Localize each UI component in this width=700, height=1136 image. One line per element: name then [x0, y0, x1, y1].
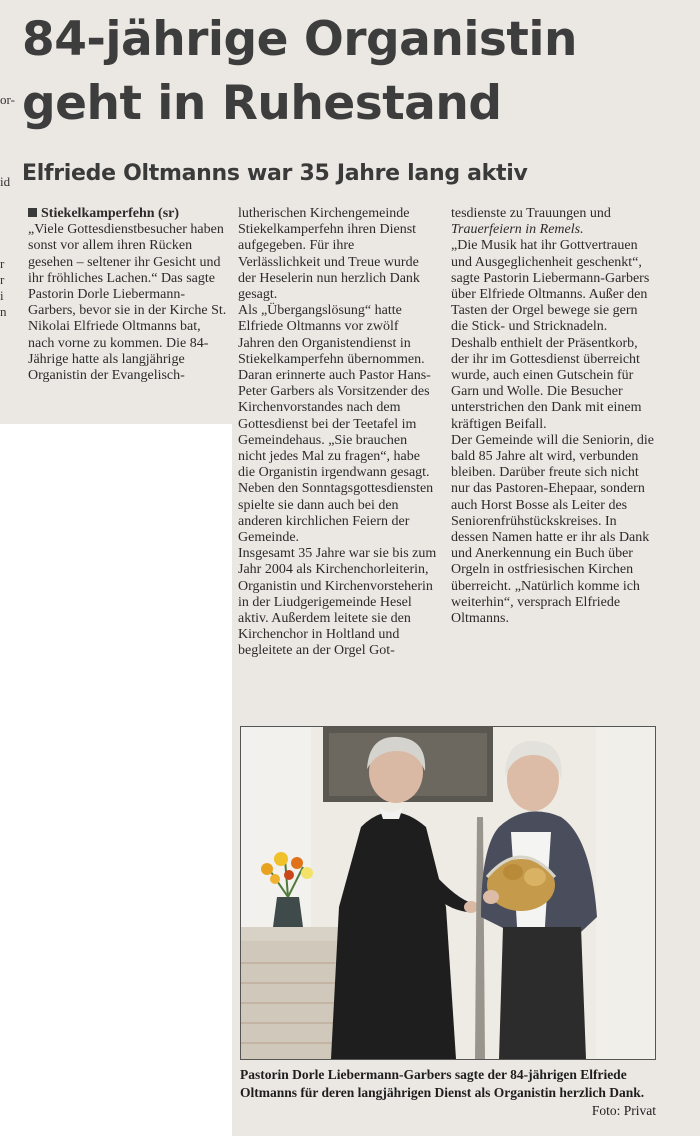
italic-phrase: Trauerfeiern in Remels. — [451, 222, 584, 238]
paragraph-intro: tesdienste zu Trauungen und — [451, 206, 611, 221]
square-bullet-icon — [28, 208, 37, 217]
paragraph: lutherischen Kirchengemeinde Stiekelkamperfehn ihren Dienst aufgegeben. Für ihre Verlässlichkeit und Treue wurde der Heselerin nun herzlich Dank gesagt. — [238, 206, 420, 303]
article-column-3 — [451, 206, 656, 627]
article-column-2 — [238, 206, 438, 660]
adjacent-article-fragment: or- — [0, 92, 15, 107]
paragraph: „Viele Gottesdienstbesucher haben sonst vor allem ihren Rücken gesehen – seltener ihr Gesicht und ihr fröhliches Lachen.“ Das sagte Pastorin Dorle Liebermann-Garbers, bevor sie in der Kirche St. Nikolai Elfriede Oltmanns bat, nach vorne zu kommen. Die 84-Jährige hatte als langjährige Organistin der Evangelisch- — [28, 222, 227, 384]
paragraph — [451, 206, 656, 238]
article-column-1 — [28, 206, 228, 384]
paragraph: Der Gemeinde will die Seniorin, die bald 85 Jahre alt wird, verbunden bleiben. Darüber freute sich nicht nur das Pastoren-Ehepaar, sondern auch Horst Bosse als Leiter des Seniorenfrühstückskreises. In dessen Namen hatte er ihr als Dank und Anerkennung ein Buch über Orgeln in ostfriesischen Kirchen überreicht. „Natürlich komme ich weiterhin“, versprach Elfriede Oltmanns. — [451, 432, 654, 627]
dateline — [28, 206, 228, 222]
article-headline: 84-jährige Organistin geht in Ruhestand — [22, 12, 577, 131]
article-subheadline: Elfriede Oltmanns war 35 Jahre lang aktiv — [22, 161, 528, 186]
paragraph: „Die Musik hat ihr Gottvertrauen und Ausgeglichenheit geschenkt“, sagte Pastorin Liebermann-Garbers über Elfriede Oltmanns. Außer den Tasten der Orgel bewege sie gern die Stick- und Stricknadeln. Deshalb enthielt der Präsentkorb, der ihr im Gottesdienst überreicht wurde, auch einen Gutschein für Garn und Wolle. Die Besucher unterstrichen den Dank mit einem kräftigen Beifall. — [451, 238, 650, 432]
paragraph: Insgesamt 35 Jahre war sie bis zum Jahr 2004 als Kirchenchorleiterin, Organistin und Kirchenvorsteherin in der Liudgerigemeinde Hesel aktiv. Außerdem leitete sie den Kirchenchor in Holtland und begleitete an der Orgel Got- — [238, 546, 437, 659]
adjacent-article-fragment: id — [0, 174, 11, 189]
dateline-text: Stiekelkamperfehn (sr) — [41, 206, 180, 221]
adjacent-article-fragment: r r i n — [0, 256, 7, 319]
photo-illustration — [241, 727, 655, 1059]
article-photo — [240, 726, 656, 1060]
photo-caption — [240, 1066, 656, 1120]
caption-text: Pastorin Dorle Liebermann-Garbers sagte der 84-jährigen Elfriede Oltmanns für deren langjährigen Dienst als Organistin herzlich Dank. — [240, 1067, 645, 1100]
paragraph: Als „Übergangslösung“ hatte Elfriede Oltmanns vor zwölf Jahren den Organistendienst in Stiekelkamperfehn übernommen. Daran erinnerte auch Pastor Hans-Peter Garbers als Vorsitzender des Kirchenvorstandes nach dem Gottesdienst bei der Teetafel im Gemeindehaus. „Sie brauchen nicht jedes Mal zu fragen“, habe die Organistin irgendwann gesagt. Neben den Sonntagsgottesdiensten spielte sie dann auch bei den anderen kirchlichen Feiern der Gemeinde. — [238, 303, 434, 546]
photo-credit: Foto: Privat — [591, 1103, 656, 1118]
